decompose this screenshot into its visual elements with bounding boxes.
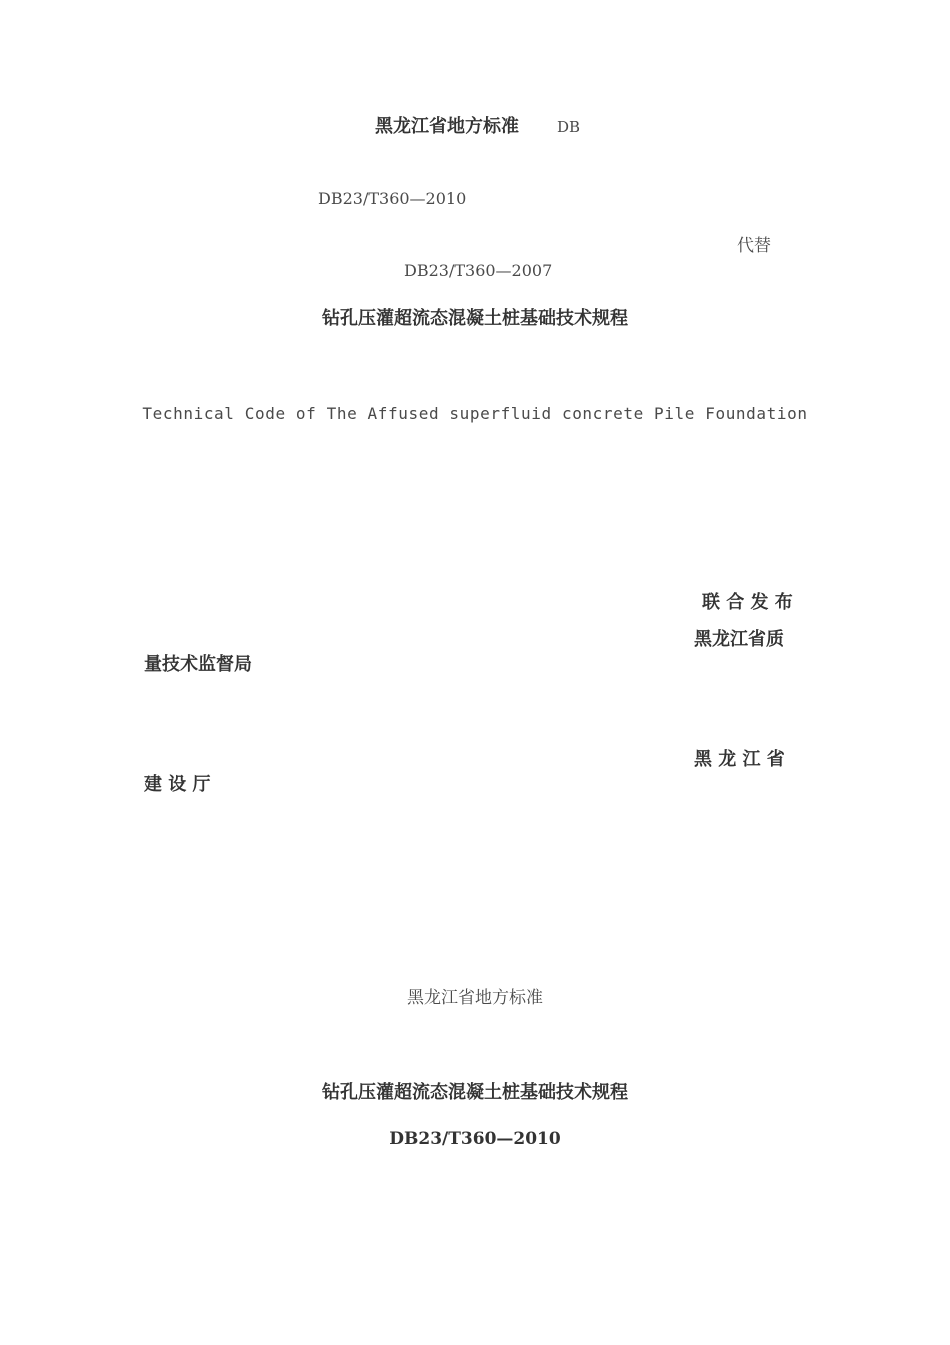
header-code-prefix: DB xyxy=(557,118,581,136)
footer-title-cn: 钻孔压灌超流态混凝土桩基础技术规程 xyxy=(322,1082,628,1103)
document-title-en: Technical Code of The Affused superfluid concrete Pile Foundation xyxy=(142,404,808,423)
publisher-1-line-2: 量技术监督局 xyxy=(144,654,252,675)
publisher-2-line-2: 建 设 厅 xyxy=(144,774,211,795)
replaces-label: 代替 xyxy=(737,236,771,256)
replaced-standard-number: DB23/T360—2007 xyxy=(404,261,553,280)
publisher-2-line-1: 黑 龙 江 省 xyxy=(694,749,785,770)
footer-standard-label: 黑龙江省地方标准 xyxy=(407,988,543,1008)
standard-number: DB23/T360—2010 xyxy=(318,189,467,208)
footer-standard-number: DB23/T360—2010 xyxy=(389,1129,561,1149)
header-title: 黑龙江省地方标准 xyxy=(375,116,519,137)
joint-publish-label: 联 合 发 布 xyxy=(702,592,793,613)
publisher-1-line-1: 黑龙江省质 xyxy=(694,629,784,650)
document-title-cn: 钻孔压灌超流态混凝土桩基础技术规程 xyxy=(322,308,628,329)
